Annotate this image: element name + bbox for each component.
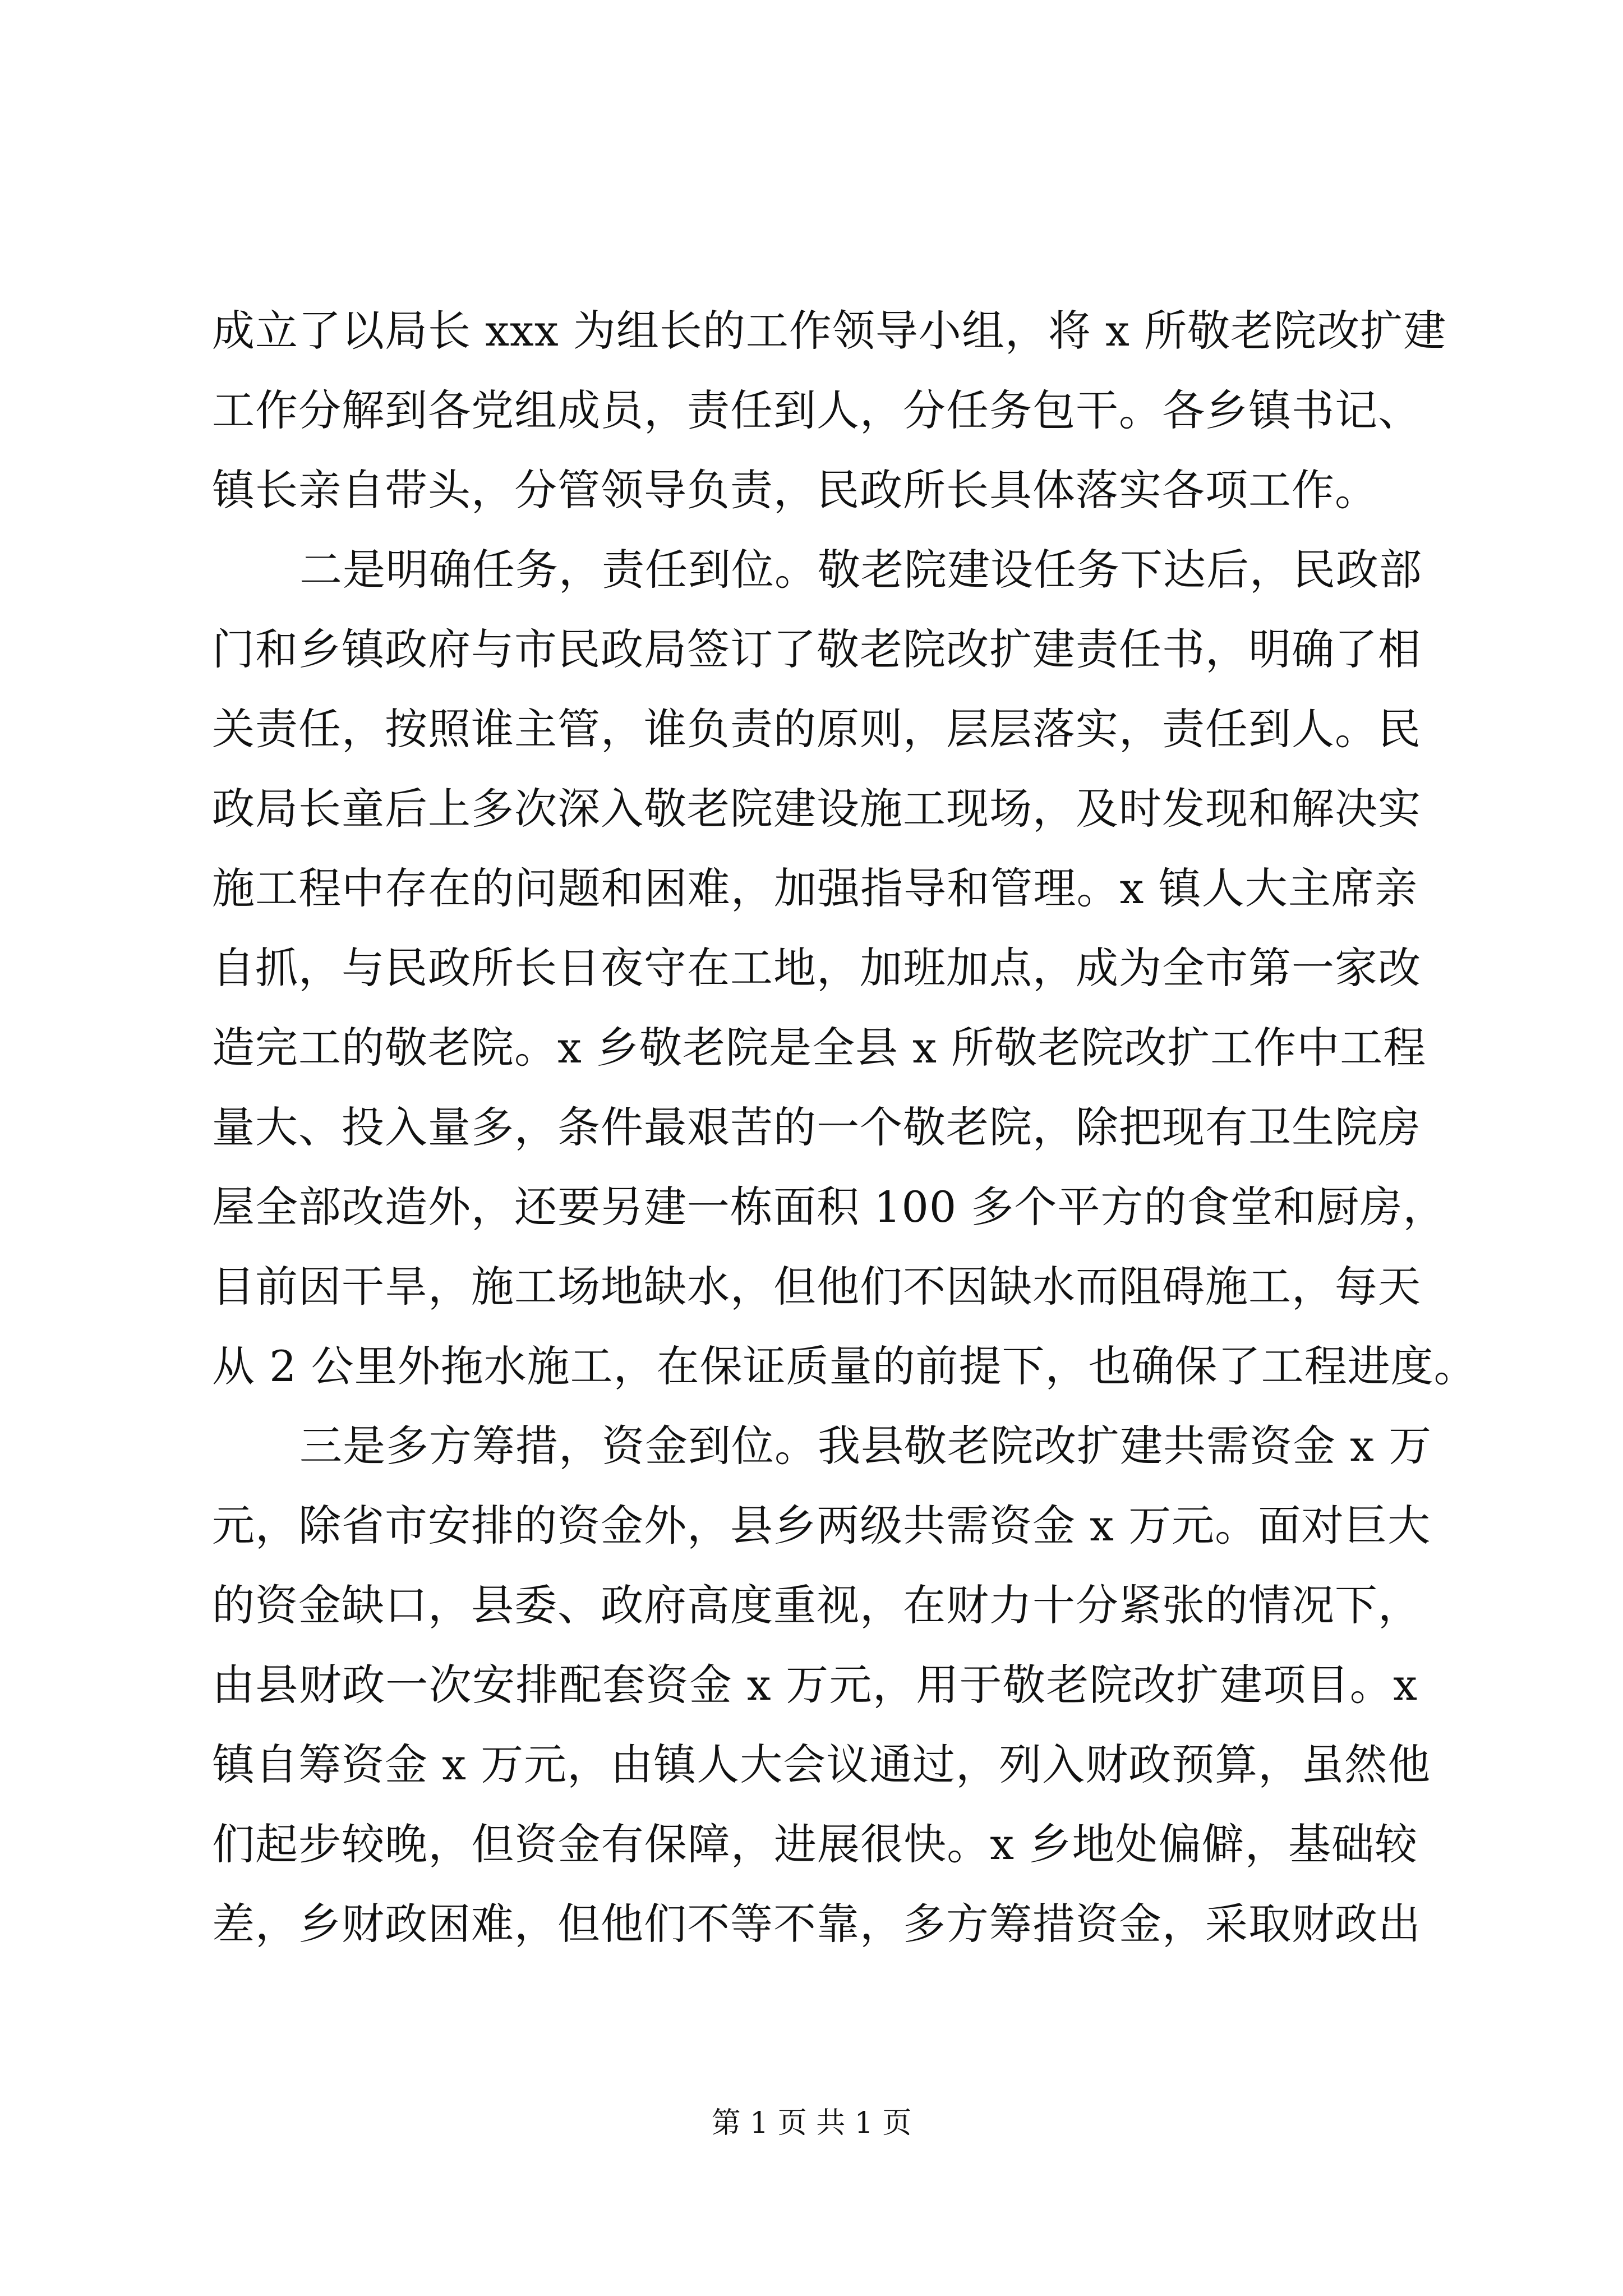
text-line: 造完工的敬老院。x 乡敬老院是全县 x 所敬老院改扩工作中工程 <box>212 1023 1427 1073</box>
paragraph-start-line: 三是多方筹措，资金到位。我县敬老院改扩建共需资金 x 万 <box>299 1421 1432 1471</box>
text-line: 们起步较晚，但资金有保障，进展很快。x 乡地处偏僻，基础较 <box>212 1819 1418 1869</box>
text-line: 施工程中存在的问题和困难，加强指导和管理。x 镇人大主席亲 <box>212 863 1418 913</box>
text-line: 差，乡财政困难，但他们不等不靠，多方筹措资金，采取财政出 <box>212 1899 1421 1949</box>
text-line: 的资金缺口，县委、政府高度重视，在财力十分紧张的情况下， <box>212 1580 1421 1630</box>
text-line: 从 2 公里外拖水施工，在保证质量的前提下，也确保了工程进度。 <box>212 1341 1477 1391</box>
text-line: 目前因干旱，施工场地缺水，但他们不因缺水而阻碍施工，每天 <box>212 1262 1421 1312</box>
text-line: 关责任，按照谁主管，谁负责的原则，层层落实，责任到人。民 <box>212 704 1421 754</box>
text-line: 镇长亲自带头，分管领导负责，民政所长具体落实各项工作。 <box>212 465 1378 515</box>
text-line: 成立了以局长 xxx 为组长的工作领导小组，将 x 所敬老院改扩建 <box>212 306 1447 356</box>
text-line: 量大、投入量多，条件最艰苦的一个敬老院，除把现有卫生院房 <box>212 1102 1421 1152</box>
text-line: 屋全部改造外，还要另建一栋面积 100 多个平方的食堂和厨房， <box>212 1182 1446 1232</box>
text-line: 政局长童后上多次深入敬老院建设施工现场，及时发现和解决实 <box>212 784 1421 834</box>
paragraph-start-line: 二是明确任务，责任到位。敬老院建设任务下达后，民政部 <box>299 545 1422 595</box>
text-line: 工作分解到各党组成员，责任到人，分任务包干。各乡镇书记、 <box>212 385 1421 435</box>
text-line: 自抓，与民政所长日夜守在工地，加班加点，成为全市第一家改 <box>212 943 1421 993</box>
text-line: 门和乡镇政府与市民政局签订了敬老院改扩建责任书，明确了相 <box>212 624 1421 674</box>
text-line: 镇自筹资金 x 万元，由镇人大会议通过，列入财政预算，虽然他 <box>212 1740 1431 1789</box>
text-line: 元，除省市安排的资金外，县乡两级共需资金 x 万元。面对巨大 <box>212 1501 1431 1550</box>
page-number-footer: 第 1 页 共 1 页 <box>711 2106 912 2140</box>
text-line: 由县财政一次安排配套资金 x 万元，用于敬老院改扩建项目。x <box>212 1660 1418 1710</box>
